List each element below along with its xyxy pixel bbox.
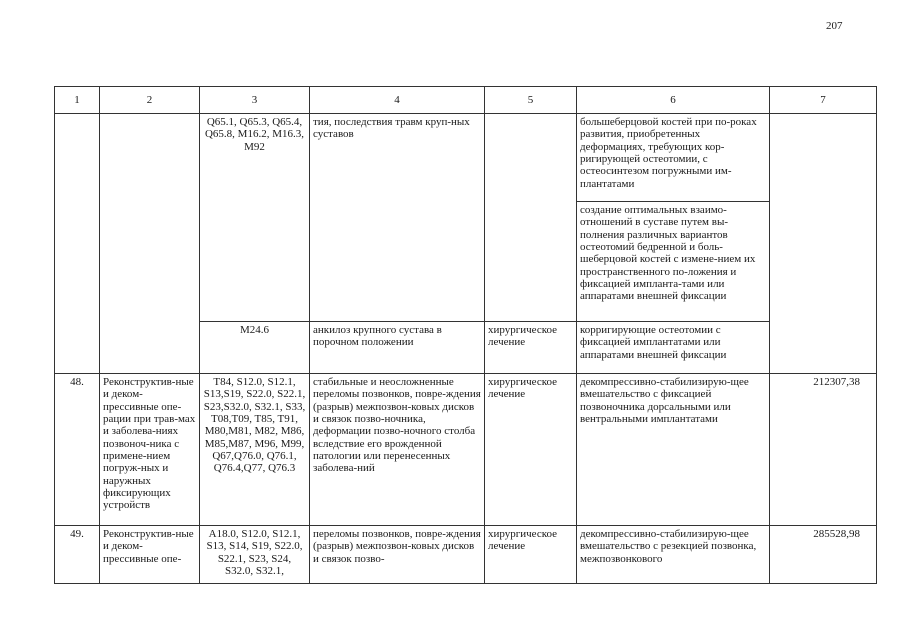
cell-name: Реконструктив-ные и деком-прессивные опе- bbox=[100, 526, 200, 584]
header-cell: 7 bbox=[770, 87, 877, 114]
header-cell: 4 bbox=[310, 87, 485, 114]
page-number: 207 bbox=[826, 20, 843, 32]
cell-cost: 212307,38 bbox=[770, 374, 877, 526]
table-row bbox=[55, 526, 877, 584]
cell-number: 48. bbox=[55, 374, 100, 526]
cell-number: 49. bbox=[55, 526, 100, 584]
cell-method: декомпрессивно-стабилизирую-щее вмешательство с резекцией позвонка, межпозвонкового bbox=[577, 526, 770, 584]
cell-model: переломы позвонков, повре-ждения (разрыв) межпозвон-ковых дисков и связок позво- bbox=[310, 526, 485, 584]
header-cell: 5 bbox=[485, 87, 577, 114]
cell-codes: T84, S12.0, S12.1, S13,S19, S22.0, S22.1, S23,S32.0, S32.1, S33, T08,T09, T85, T91, M80,M81, M82, M86, M85,M87, M96, M99, Q67,Q76.0, Q76.1, Q76.4,Q77, Q76.3 bbox=[200, 374, 310, 526]
cell-cost bbox=[770, 114, 877, 374]
header-row bbox=[55, 87, 877, 114]
table-row bbox=[55, 114, 877, 202]
table-row bbox=[55, 374, 877, 526]
cell-treatment: хирургическое лечение bbox=[485, 526, 577, 584]
cell-treatment bbox=[485, 114, 577, 322]
cell-number bbox=[55, 114, 100, 374]
cell-model: анкилоз крупного сустава в порочном положении bbox=[310, 322, 485, 374]
cell-method: создание оптимальных взаимо-отношений в суставе путем вы-полнения различных вариантов остеотомий бедренной и боль-шеберцовой костей с измене-нием их пространственного по-ложения и фиксацией импланта-тами или аппаратами внешней фиксации bbox=[577, 202, 770, 322]
cell-treatment: хирургическое лечение bbox=[485, 374, 577, 526]
header-cell: 2 bbox=[100, 87, 200, 114]
cell-model: тия, последствия травм круп-ных суставов bbox=[310, 114, 485, 322]
cell-model: стабильные и неосложненные переломы позвонков, повре-ждения (разрыв) межпозвон-ковых дисков и связок позво-ночника, деформации позво-ночного столба вследствие его врожденной патологии или перенесенных заболева-ний bbox=[310, 374, 485, 526]
cell-name: Реконструктив-ные и деком-прессивные опе-рации при трав-мах и заболева-ниях позвоноч-ника с примене-нием погруж-ных и наружных фиксирующих устройств bbox=[100, 374, 200, 526]
cell-method: корригирующие остеотомии с фиксацией имплантатами или аппаратами внешней фиксации bbox=[577, 322, 770, 374]
cell-method: декомпрессивно-стабилизирую-щее вмешательство с фиксацией позвоночника дорсальными или вентральными имплантатами bbox=[577, 374, 770, 526]
header-cell: 1 bbox=[55, 87, 100, 114]
cell-codes: Q65.1, Q65.3, Q65.4, Q65.8, M16.2, M16.3, M92 bbox=[200, 114, 310, 322]
header-cell: 3 bbox=[200, 87, 310, 114]
cell-cost: 285528,98 bbox=[770, 526, 877, 584]
cell-method: большеберцовой костей при по-роках развития, приобретенных деформациях, требующих кор-ригирующей остеотомии, с остеосинтезом погружными им-плантатами bbox=[577, 114, 770, 202]
header-cell: 6 bbox=[577, 87, 770, 114]
cell-name bbox=[100, 114, 200, 374]
cell-treatment: хирургическое лечение bbox=[485, 322, 577, 374]
procedures-table bbox=[54, 86, 877, 584]
cell-codes: A18.0, S12.0, S12.1, S13, S14, S19, S22.0, S22.1, S23, S24, S32.0, S32.1, bbox=[200, 526, 310, 584]
cell-codes: M24.6 bbox=[200, 322, 310, 374]
